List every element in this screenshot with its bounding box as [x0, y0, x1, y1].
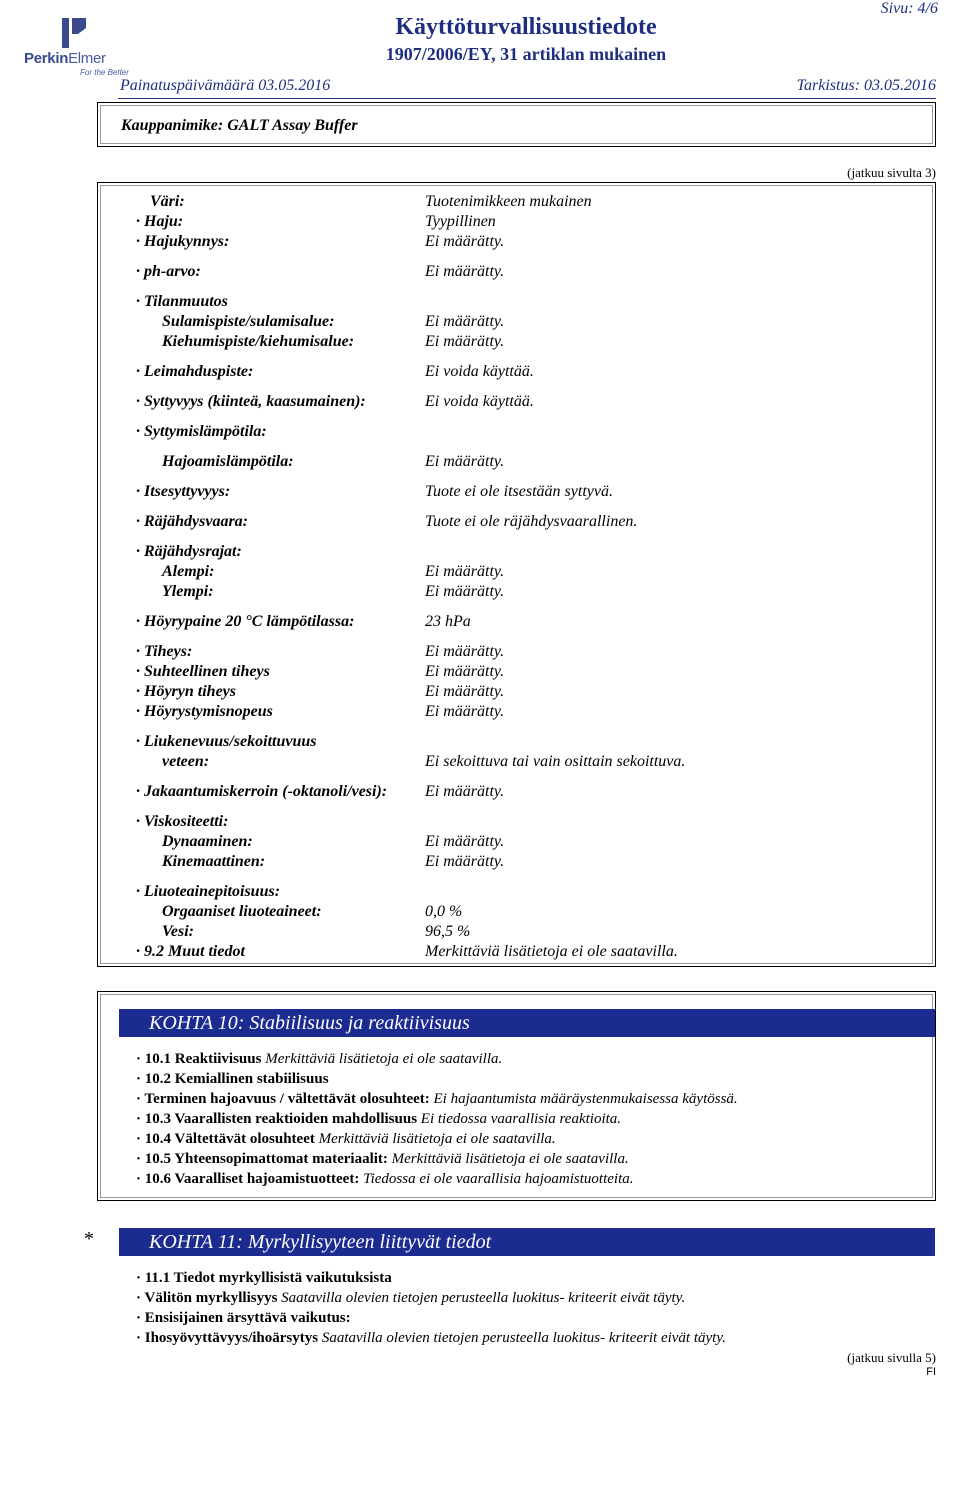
property-label: Vesi: — [162, 923, 194, 940]
text-line — [136, 1268, 392, 1288]
header-divider — [118, 98, 936, 99]
text-line — [136, 1109, 621, 1129]
property-value: Ei sekoittuva tai vain osittain sekoittuva. — [425, 753, 686, 770]
property-label: · Höyryn tiheys — [136, 683, 236, 700]
property-value: Ei määrätty. — [425, 663, 505, 680]
property-label: · Liuoteainepitoisuus: — [136, 883, 281, 900]
line-label: · 10.3 Vaarallisten reaktioiden mahdollisuus — [136, 1111, 418, 1127]
property-label: · Tiheys: — [136, 643, 193, 660]
property-label: · Itsesyttyvyys: — [136, 483, 231, 500]
text-line — [136, 1069, 329, 1089]
page-number: Sivu: 4/6 — [880, 0, 938, 17]
line-label: · Välitön myrkyllisyys — [136, 1290, 278, 1306]
property-label: · Suhteellinen tiheys — [136, 663, 270, 680]
text-line — [136, 1129, 556, 1149]
property-value: Ei voida käyttää. — [425, 393, 534, 410]
continued-on: (jatkuu sivulla 5) — [847, 1350, 936, 1365]
line-value: Tiedossa ei ole vaarallisia hajoamistuotteita. — [359, 1171, 634, 1187]
line-label: · Terminen hajoavuus / vältettävät olosuhteet: — [136, 1091, 430, 1107]
section-11-heading: KOHTA 11: Myrkyllisyyteen liittyvät tiedot — [119, 1228, 935, 1256]
property-value: Ei määrätty. — [425, 333, 505, 350]
text-line — [136, 1288, 685, 1308]
property-value: Ei määrätty. — [425, 783, 505, 800]
property-value: Tuote ei ole räjähdysvaarallinen. — [425, 513, 638, 530]
line-value: Merkittäviä lisätietoja ei ole saatavilla. — [314, 1131, 556, 1147]
logo-tagline: For the Better — [80, 68, 129, 77]
property-label: Sulamispiste/sulamisalue: — [162, 313, 335, 330]
property-label: veteen: — [162, 753, 210, 770]
section-10-heading: KOHTA 10: Stabiilisuus ja reaktiivisuus — [119, 1009, 935, 1037]
text-line — [136, 1328, 726, 1348]
continued-from: (jatkuu sivulta 3) — [847, 165, 936, 180]
logo-wordmark: PerkinElmer — [24, 50, 106, 67]
property-value: Tuotenimikkeen mukainen — [425, 193, 592, 210]
line-label: · 10.5 Yhteensopimattomat materiaalit: — [136, 1151, 388, 1167]
text-line — [136, 1169, 633, 1189]
property-label: · Liukenevuus/sekoittuvuus — [136, 733, 317, 750]
property-label: · Leimahduspiste: — [136, 363, 254, 380]
language-code: FI — [926, 1366, 936, 1378]
trade-name: Kauppanimike: GALT Assay Buffer — [121, 117, 358, 134]
property-value: Merkittäviä lisätietoja ei ole saatavilla. — [425, 943, 678, 960]
text-line — [136, 1308, 351, 1328]
property-label: Väri: — [150, 193, 185, 210]
line-label: · Ihosyövyttävyys/ihoärsytys — [136, 1330, 319, 1346]
property-value: Tuote ei ole itsestään syttyvä. — [425, 483, 613, 500]
line-label: · Ensisijainen ärsyttävä vaikutus: — [136, 1310, 351, 1326]
property-label: · Hajukynnys: — [136, 233, 230, 250]
line-value: Ei hajaantumista määräystenmukaisessa käytössä. — [429, 1091, 738, 1107]
property-value: Ei määrätty. — [425, 453, 505, 470]
line-value: Merkittäviä lisätietoja ei ole saatavilla. — [261, 1051, 503, 1067]
property-label: · Jakaantumiskerroin (-oktanoli/vesi): — [136, 783, 388, 800]
property-value: Ei voida käyttää. — [425, 363, 534, 380]
print-date: Painatuspäivämäärä 03.05.2016 — [120, 77, 331, 94]
line-value: Saatavilla olevien tietojen perusteella luokitus- kriteerit eivät täyty. — [318, 1330, 726, 1346]
property-label: · Räjähdysvaara: — [136, 513, 248, 530]
line-value: Saatavilla olevien tietojen perusteella luokitus- kriteerit eivät täyty. — [277, 1290, 686, 1306]
property-label: Kinemaattinen: — [162, 853, 266, 870]
line-label: · 10.2 Kemiallinen stabiilisuus — [136, 1071, 329, 1087]
line-label: · 10.1 Reaktiivisuus — [136, 1051, 262, 1067]
property-value: Tyypillinen — [425, 213, 496, 230]
text-line — [136, 1149, 629, 1169]
property-label: Orgaaniset liuoteaineet: — [162, 903, 322, 920]
document-title: Käyttöturvallisuustiedote — [395, 14, 657, 40]
property-value: Ei määrätty. — [425, 563, 505, 580]
text-line — [136, 1049, 502, 1069]
property-value: Ei määrätty. — [425, 833, 505, 850]
property-label: Kiehumispiste/kiehumisalue: — [162, 333, 355, 350]
property-label: · Haju: — [136, 213, 184, 230]
property-label: · Tilanmuutos — [136, 293, 228, 310]
line-label: · 10.4 Vältettävät olosuhteet — [136, 1131, 315, 1147]
property-label: Hajoamislämpötila: — [162, 453, 294, 470]
property-label: · ph-arvo: — [136, 263, 201, 280]
property-label: · Höyrystymisnopeus — [136, 703, 273, 720]
property-label: Dynaaminen: — [162, 833, 253, 850]
property-label: · Syttyvyys (kiinteä, kaasumainen): — [136, 393, 366, 410]
property-value: Ei määrätty. — [425, 853, 505, 870]
property-label: · Syttymislämpötila: — [136, 423, 267, 440]
property-value: Ei määrätty. — [425, 313, 505, 330]
property-value: Ei määrätty. — [425, 683, 505, 700]
line-label: · 10.6 Vaaralliset hajoamistuotteet: — [136, 1171, 360, 1187]
line-label: · 11.1 Tiedot myrkyllisistä vaikutuksista — [136, 1270, 392, 1286]
property-value: 96,5 % — [425, 923, 471, 940]
property-value: Ei määrätty. — [425, 703, 505, 720]
line-value: Merkittäviä lisätietoja ei ole saatavilla. — [387, 1151, 629, 1167]
document-subtitle: 1907/2006/EY, 31 artiklan mukainen — [385, 44, 667, 64]
property-value: Ei määrätty. — [425, 263, 505, 280]
text-line — [136, 1089, 738, 1109]
line-value: Ei tiedossa vaarallisia reaktioita. — [417, 1111, 622, 1127]
property-label: · Räjähdysrajat: — [136, 543, 242, 560]
change-marker: * — [84, 1228, 94, 1250]
property-label: Alempi: — [162, 563, 215, 580]
property-value: Ei määrätty. — [425, 233, 505, 250]
property-label: · Viskositeetti: — [136, 813, 229, 830]
property-label: Ylempi: — [162, 583, 214, 600]
property-value: 0,0 % — [425, 903, 463, 920]
revision-date: Tarkistus: 03.05.2016 — [796, 77, 936, 94]
property-value: Ei määrätty. — [425, 583, 505, 600]
property-value: 23 hPa — [425, 613, 471, 630]
property-value: Ei määrätty. — [425, 643, 505, 660]
property-label: · Höyrypaine 20 °C lämpötilassa: — [136, 613, 355, 630]
property-label: · 9.2 Muut tiedot — [136, 943, 245, 960]
